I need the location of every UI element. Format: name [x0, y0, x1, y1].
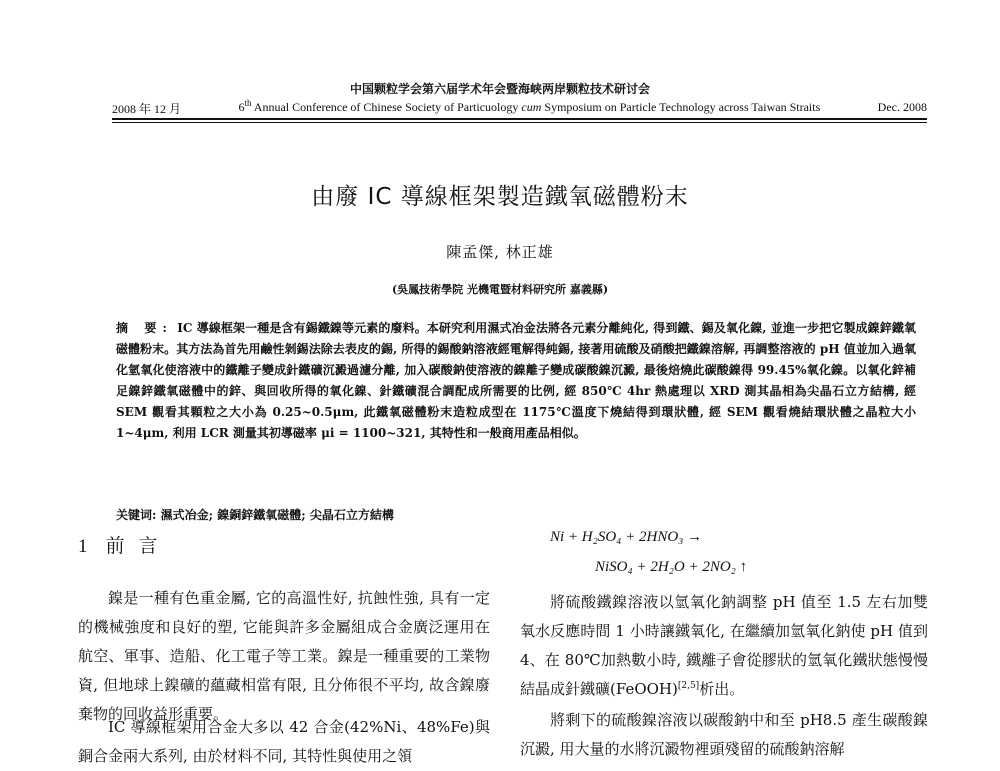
paper-authors: 陳孟傑, 林正雄: [446, 243, 554, 261]
abstract: [116, 318, 916, 444]
section-heading: [78, 531, 162, 558]
conference-header-line: [112, 100, 927, 117]
section-title: 前 言: [105, 535, 162, 557]
intro-paragraph: 鎳是一種有色重金屬, 它的高溫性好, 抗蝕性強, 具有一定的機械強度和良好的塑, 它能與許多金屬組成合金廣泛運用在航空、軍事、造船、化工電子等工業。鎳是一種重要的工業物資, 但地球上鎳礦的蘊藏相當有限, 且分佈很不平均, 故含鎳廢棄物的回收益形重要。: [78, 589, 490, 723]
paper-affiliation: (吳鳳技術學院 光機電暨材料研究所 嘉義縣): [391, 283, 609, 296]
paper-title: 由廢 IC 導線框架製造鐵氧磁體粉末: [311, 184, 689, 210]
nickel-carbonate-paragraph: 將剩下的硫酸鎳溶液以碳酸鈉中和至 pH8.5 產生碳酸鎳沉澱, 用大量的水將沉澱物裡頭殘留的硫酸鈉溶解: [520, 711, 928, 758]
section-number: 1: [78, 536, 92, 557]
iron-oxidation-paragraph: 將硫酸鐵鎳溶液以氫氧化鈉調整 pH 值至 1.5 左右加雙氧水反應時間 1 小時讓鐵氧化, 在繼續加氫氧化鈉使 pH 值到 4、在 80℃加熱數小時, 鐵離子會從膠狀的氫氧化鐵狀態慢慢結晶成針鐵礦(FeOOH)[2,5]析出。: [520, 593, 928, 698]
header-date-en: Dec. 2008: [877, 100, 927, 114]
header-date-cn: 2008 年 12 月: [112, 102, 182, 116]
citation-ref: [2,5]: [677, 681, 700, 691]
abstract-label: 摘 要:: [116, 321, 173, 335]
header-rule-thick: [112, 118, 927, 120]
conference-header-en: 6th Annual Conference of Chinese Society of Particuology cum Symposium on Particle Technology across Taiwan Straits: [238, 98, 821, 114]
ic-leadframe-paragraph: IC 導線框架用合金大多以 42 合金(42%Ni、48%Fe)與銅合金兩大系列, 由於材料不同, 其特性與使用之領: [78, 718, 490, 765]
equation-line-2: NiSO₄ + 2H₂O + 2NO₂ ↑: [595, 559, 748, 575]
equation-line-1: Ni + H₂SO₄ + 2HNO₃ →: [550, 529, 703, 545]
keywords-label: 关键词:: [116, 508, 157, 522]
conference-header-cn: 中国颗粒学会第六届学术年会暨海峡两岸颗粒技术研讨会: [349, 82, 650, 96]
header-rule-thin: [112, 122, 927, 123]
abstract-text: IC 導線框架一種是含有錫鐵鎳等元素的廢料。本研究利用濕式冶金法將各元素分離純化, 得到鐵、錫及氧化鎳, 並進一步把它製成鎳鋅鐵氧磁體粉末。其方法為首先用鹼性剝錫法除去表皮的錫, 所得的錫酸鈉溶液經電解得純錫, 接著用硫酸及硝酸把鐵鎳溶解, 再調整溶液的 pH 值並加入過氧化氫氧化使溶液中的鐵離子變成針鐵礦沉澱過濾分離, 加入碳酸鈉使溶液的鎳離子變成碳酸鎳沉澱, 最後焙燒此碳酸鎳得 99.45%氧化鎳。以氧化鋅補足鎳鋅鐵氧磁體中的鋅、與回收所得的氧化鎳、針鐵礦混合調配成所需要的比例, 經 850℃ 4hr 熱處理以 XRD 測其晶相為尖晶石立方結構, 經 SEM 觀看其顆粒之大小為 0.25~0.5μm, 此鐵氧磁體粉末造粒成型在 1175℃溫度下燒結得到環狀體, 經 SEM 觀看燒結環狀體之晶粒大小 1~4μm, 利用 LCR 測量其初導磁率 μi = 1100~321, 其特性和一般商用產品相似。: [116, 321, 917, 440]
keywords-text: 濕式冶金; 鎳銅鋅鐵氧磁體; 尖晶石立方結構: [160, 508, 394, 522]
keywords: [116, 506, 916, 523]
